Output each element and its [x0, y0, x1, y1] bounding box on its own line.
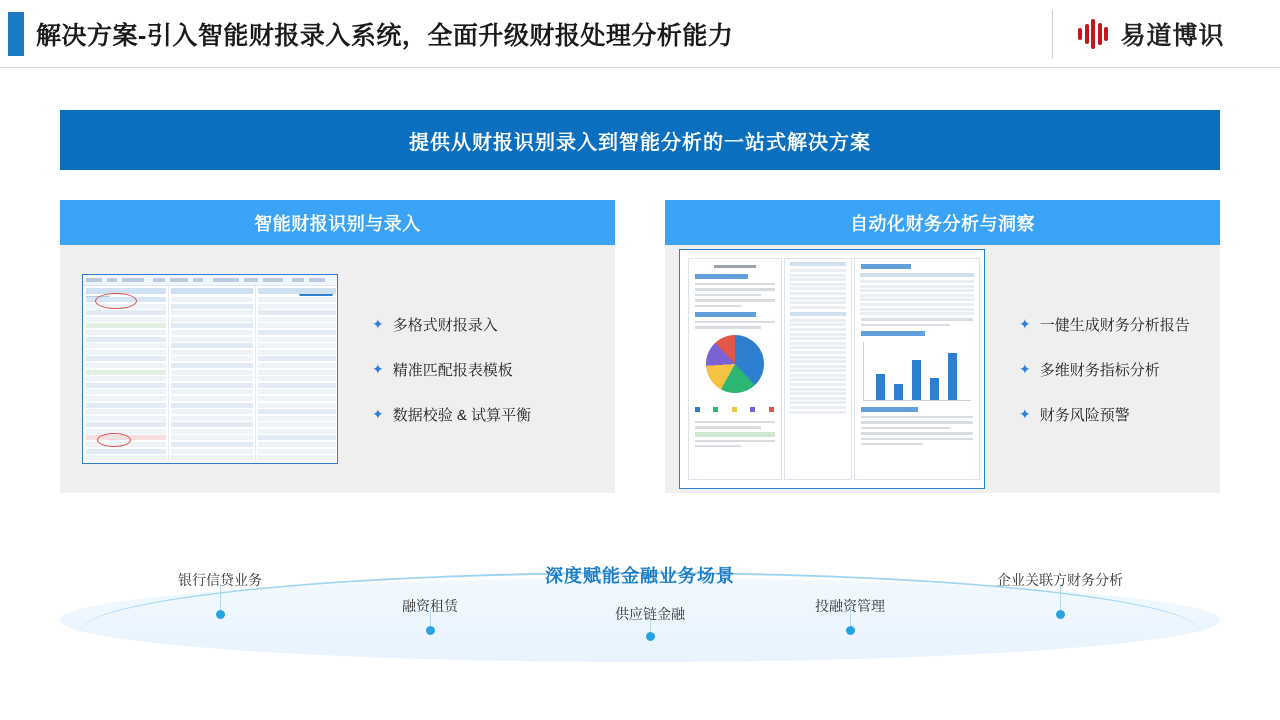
panel-recognition-bullets [338, 302, 615, 437]
bullet-label: 精准匹配报表模板 [392, 361, 513, 379]
header-rule [0, 67, 1280, 68]
scenario-label: 供应链金融 [615, 606, 685, 622]
report-page-2 [784, 258, 852, 480]
bullet-star-icon: ✦ [372, 315, 384, 332]
report-page-3 [854, 258, 980, 480]
panel-analysis-header [665, 200, 1220, 245]
scenario-node [426, 626, 435, 635]
solution-banner-text: 提供从财报识别录入到智能分析的一站式解决方案 [409, 131, 871, 154]
screenshot-highlight-bottom [97, 433, 131, 447]
solution-banner [60, 110, 1220, 170]
bullet-star-icon: ✦ [1019, 360, 1031, 377]
list-item [372, 314, 615, 335]
screenshot-column-mid [169, 286, 256, 461]
panel-analysis-title: 自动化财务分析与洞察 [850, 213, 1035, 234]
soundwave-icon [1078, 17, 1111, 51]
brand-logo [1078, 14, 1225, 54]
bullet-label: 多维财务指标分析 [1039, 361, 1160, 379]
header-divider [1052, 10, 1053, 58]
bullet-star-icon: ✦ [372, 405, 384, 422]
bullet-label: 数据校验 & 试算平衡 [392, 406, 532, 424]
spreadsheet-screenshot [82, 274, 338, 464]
scenario-label: 银行信贷业务 [178, 572, 262, 588]
panel-analysis-bullets [985, 302, 1220, 437]
scenario-label: 投融资管理 [815, 598, 885, 614]
page-title: 解决方案-引入智能财报录入系统，全面升级财报处理分析能力 [36, 22, 734, 50]
panel-recognition-body [60, 245, 615, 493]
panel-recognition [60, 200, 615, 493]
screenshot-toolbar [83, 275, 337, 286]
scenario-band [60, 548, 1220, 668]
bar-chart [863, 342, 971, 401]
brand-name: 易道博识 [1120, 22, 1225, 50]
pie-chart [706, 335, 764, 393]
list-item [1019, 314, 1220, 335]
report-screenshot [679, 249, 985, 489]
panel-analysis-body [665, 245, 1220, 493]
panel-recognition-title: 智能财报识别与录入 [254, 213, 421, 234]
panel-analysis [665, 200, 1220, 493]
screenshot-highlight-top [95, 293, 137, 309]
list-item [372, 359, 615, 380]
bullet-label: 多格式财报录入 [392, 316, 498, 334]
page-header [0, 0, 1280, 68]
scenario-node [646, 632, 655, 641]
bullet-star-icon: ✦ [372, 360, 384, 377]
bullet-label: 一健生成财务分析报告 [1039, 316, 1190, 334]
header-accent-bar [8, 12, 24, 56]
scenario-node [1056, 610, 1065, 619]
bullet-star-icon: ✦ [1019, 315, 1031, 332]
scenario-node [846, 626, 855, 635]
scenario-arc [80, 572, 1200, 704]
scenario-label: 融资租赁 [402, 598, 458, 614]
list-item [1019, 359, 1220, 380]
scenario-node [216, 610, 225, 619]
scenario-label: 企业关联方财务分析 [997, 572, 1123, 588]
list-item [1019, 404, 1220, 425]
screenshot-column-right [256, 286, 338, 461]
bullet-star-icon: ✦ [1019, 405, 1031, 422]
bullet-label: 财务风险预警 [1039, 406, 1130, 424]
list-item [372, 404, 615, 425]
panel-recognition-header [60, 200, 615, 245]
scenario-title: 深度赋能金融业务场景 [545, 566, 735, 586]
report-page-1 [688, 258, 782, 480]
